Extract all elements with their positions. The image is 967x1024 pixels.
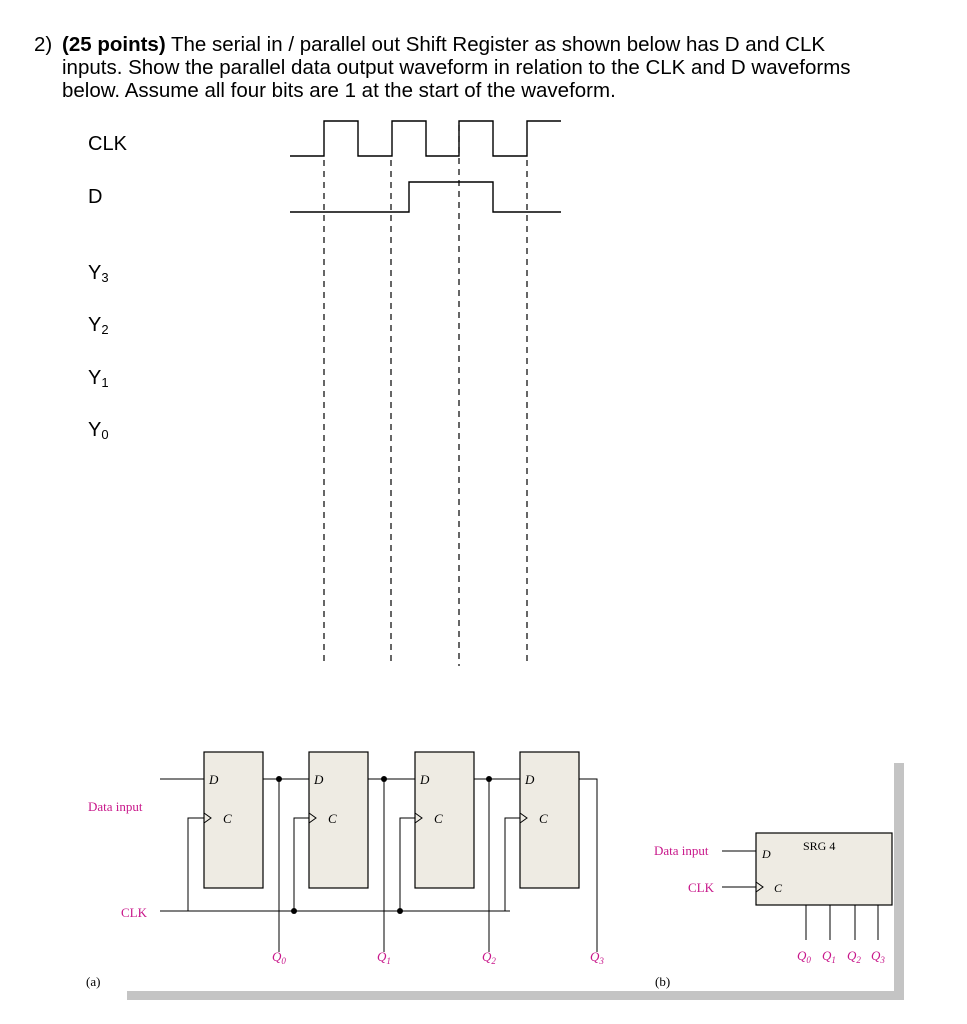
y3-label: $Y_3$ xyxy=(88,262,109,285)
ff0-d-pin: D xyxy=(209,772,219,787)
ff3-d-pin: D xyxy=(525,772,535,787)
ff2-c-pin: C xyxy=(434,811,443,826)
question-points: (25 points) xyxy=(62,33,166,56)
caption-a: (a) xyxy=(86,974,101,989)
output-q0-a: $Q_0$ xyxy=(272,949,286,966)
y2-label: $Y_2$ xyxy=(88,314,109,337)
clk-label-b: CLK xyxy=(688,880,714,895)
flip-flop-1 xyxy=(309,752,368,888)
ff2-d-pin: D xyxy=(420,772,430,787)
flip-flop-3 xyxy=(520,752,579,888)
ff3-c-pin: C xyxy=(539,811,548,826)
clk-label-a: CLK xyxy=(121,905,147,920)
output-q1-a: $Q_1$ xyxy=(377,949,391,966)
srg4-c-pin: C xyxy=(774,881,783,895)
caption-b: (b) xyxy=(655,974,671,989)
output-q1-b: $Q_1$ xyxy=(822,948,836,965)
d-label: D xyxy=(88,186,103,208)
output-q0-b: $Q_0$ xyxy=(797,948,811,965)
output-q2-a: $Q_2$ xyxy=(482,949,496,966)
clk-label: CLK xyxy=(88,133,127,155)
ff0-c-pin: C xyxy=(223,811,232,826)
figure-frame-bottom xyxy=(127,991,904,1000)
flip-flop-2 xyxy=(415,752,474,888)
question-line-2: inputs. Show the parallel data output waveform in relation to the CLK and D waveforms xyxy=(62,56,851,79)
flip-flop-0 xyxy=(204,752,263,888)
y0-label: $Y_0$ xyxy=(88,419,109,442)
output-q3-b: $Q_3$ xyxy=(871,948,885,965)
data-input-label-a: Data input xyxy=(88,799,143,814)
question-line-3: below. Assume all four bits are 1 at the start of the waveform. xyxy=(62,79,616,102)
question-number: 2) xyxy=(34,33,53,56)
output-q3-a: $Q_3$ xyxy=(590,949,604,966)
y1-label: $Y_1$ xyxy=(88,367,109,390)
data-input-label-b: Data input xyxy=(654,843,709,858)
question-line-1: The serial in / parallel out Shift Register as shown below has D and CLK xyxy=(165,33,826,56)
ff1-c-pin: C xyxy=(328,811,337,826)
srg4-d-pin: D xyxy=(762,847,771,861)
output-q2-b: $Q_2$ xyxy=(847,948,861,965)
srg4-title: SRG 4 xyxy=(803,839,836,853)
figure-frame-right xyxy=(894,763,904,1000)
ff1-d-pin: D xyxy=(314,772,324,787)
